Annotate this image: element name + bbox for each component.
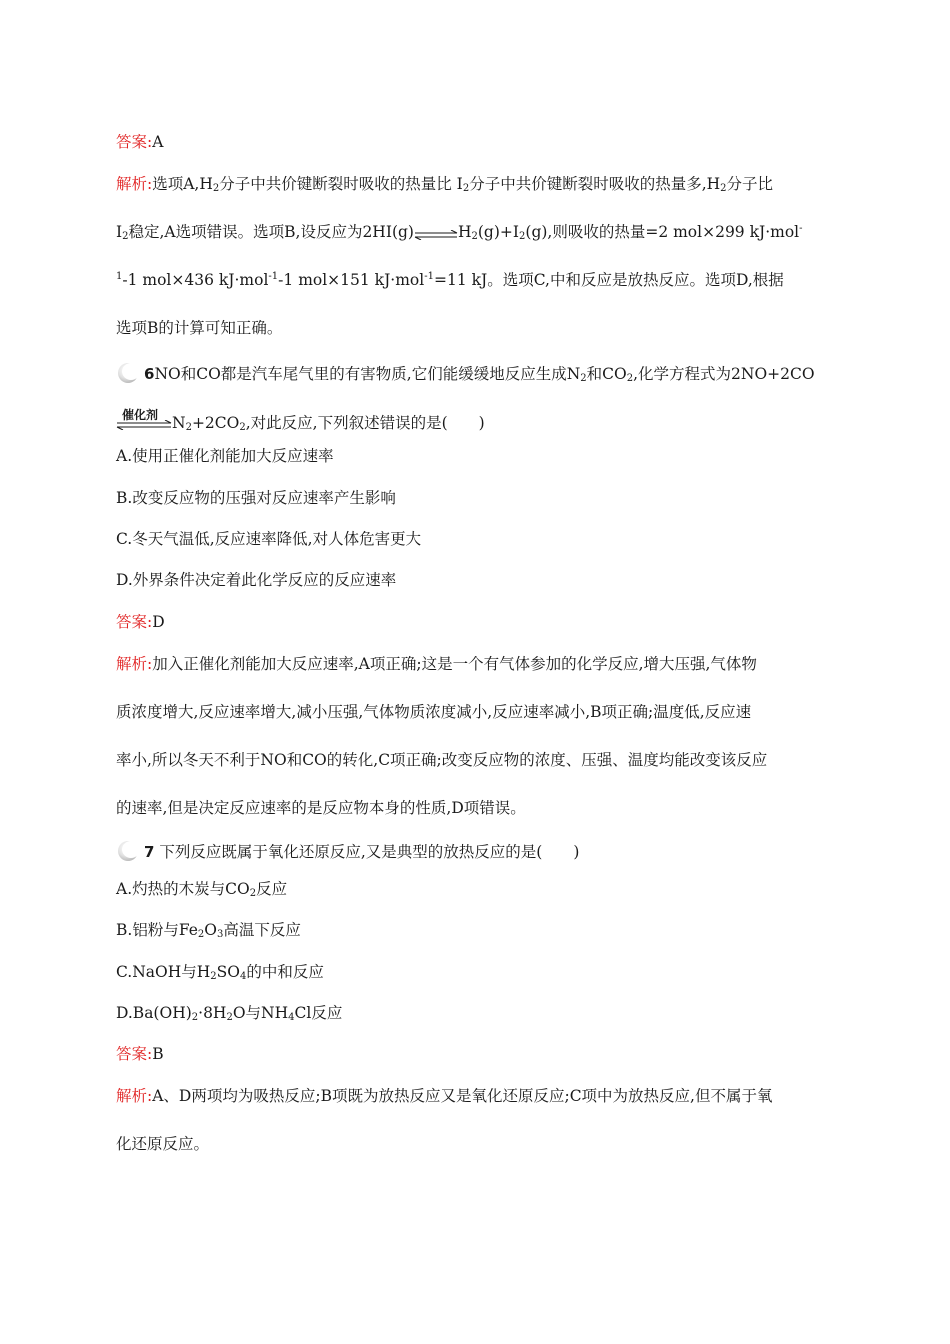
option-b: B.改变反应物的压强对反应速率产生影响 <box>116 489 396 507</box>
answer-label: 答案: <box>116 133 153 151</box>
question-6-stem-line-1: 6NO和CO都是汽车尾气里的有害物质,它们能缓缓地反应生成$N_2$和$CO_2$,化学方程式为2NO+2CO <box>116 362 836 385</box>
option-a: A.使用正催化剂能加大反应速率 <box>116 447 334 465</box>
answer-line-1 <box>116 131 836 153</box>
catalyst-label: 催化剂 <box>122 408 159 422</box>
answer-value: D <box>152 613 165 631</box>
answer-line-6 <box>116 611 836 633</box>
analysis-label: 解析: <box>116 1087 153 1105</box>
analysis-line-1-2: $I_2$稳定,A选项错误。选项B,设反应为2HI(g) $H_2(g)+I_2(g)$,则吸收的热量=2 mol×299 kJ·mol- <box>116 221 836 246</box>
analysis-line-6-4: 的速率,但是决定反应速率的是反应物本身的性质,D项错误。 <box>116 799 526 817</box>
option-c: C.NaOH与$H_2SO_4$的中和反应 <box>116 963 324 982</box>
question-bullet-icon <box>118 840 140 862</box>
answer-value: B <box>152 1045 164 1063</box>
catalyst-arrow <box>116 408 172 434</box>
analysis-line-1-3: $^1$-1 mol×436 kJ·mol$^{-1}$-1 mol×151 kJ·mol$^{-1}$=11 kJ。选项C,中和反应是放热反应。选项D,根据 <box>116 271 784 289</box>
analysis-label: 解析: <box>116 655 153 673</box>
analysis-line-7-1: 解析:A、D两项均为吸热反应;B项既为放热反应又是氧化还原反应;C项中为放热反应,但不属于氧 <box>116 1087 773 1105</box>
analysis-line-1-1: 解析:选项$A,H_2$分子中共价键断裂时吸收的热量比 $I_2$分子中共价键断裂时吸收的热量多$,H_2$分子比 <box>116 175 774 194</box>
analysis-label: 解析: <box>116 175 153 193</box>
question-6-stem-line-2: 催化剂 $N_2+2CO_2$,对此反应,下列叙述错误的是( ) <box>116 408 836 434</box>
question-bullet-icon <box>118 362 140 384</box>
question-7-stem: 7 下列反应既属于氧化还原反应,又是典型的放热反应的是( ) <box>116 840 836 863</box>
analysis-line-6-2: 质浓度增大,反应速率增大,减小压强,气体物质浓度减小,反应速率减小,B项正确;温度低,反应速 <box>116 703 752 721</box>
answer-value: A <box>152 133 164 151</box>
option-d: $D.Ba(OH)_2\cdot 8H_2O$与$NH_4Cl$反应 <box>116 1004 343 1023</box>
analysis-line-1-4: 选项B的计算可知正确。 <box>116 319 283 337</box>
analysis-line-6-3: 率小,所以冬天不利于NO和CO的转化,C项正确;改变反应物的浓度、压强、温度均能改变该反应 <box>116 751 768 769</box>
equilibrium-arrow-icon <box>116 420 172 430</box>
option-c: C.冬天气温低,反应速率降低,对人体危害更大 <box>116 530 422 548</box>
equilibrium-arrow-icon <box>414 224 458 246</box>
option-b: B.铝粉与$Fe_2O_3$高温下反应 <box>116 921 301 940</box>
option-a: A.灼热的木炭与$CO_2$反应 <box>116 880 288 899</box>
question-number: 6 <box>144 365 155 383</box>
answer-label: 答案: <box>116 1045 153 1063</box>
analysis-line-7-2: 化还原反应。 <box>116 1135 210 1153</box>
answer-line-7 <box>116 1043 836 1065</box>
option-d: D.外界条件决定着此化学反应的反应速率 <box>116 571 397 589</box>
question-number: 7 <box>144 843 155 861</box>
analysis-line-6-1: 解析:加入正催化剂能加大反应速率,A项正确;这是一个有气体参加的化学反应,增大压强,气体物 <box>116 655 757 673</box>
answer-label: 答案: <box>116 613 153 631</box>
